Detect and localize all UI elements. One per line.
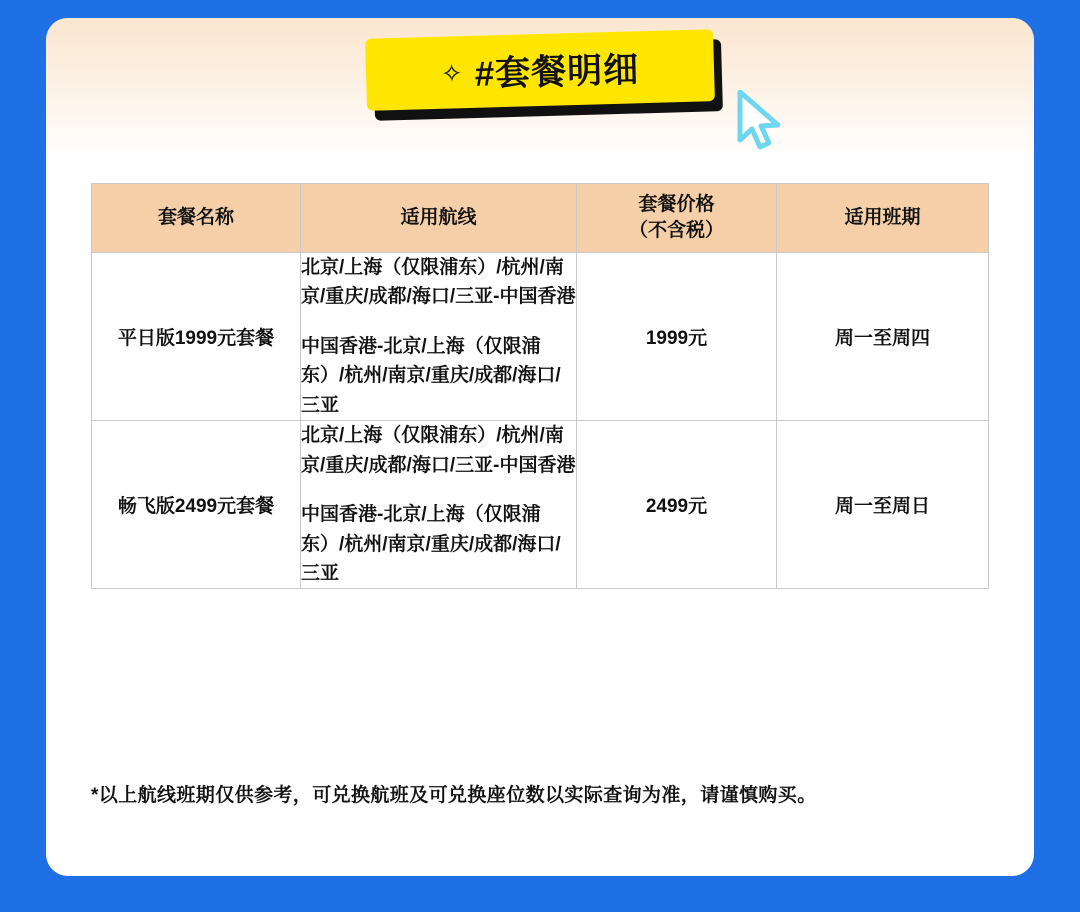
cell-dates: 周一至周四 — [777, 253, 989, 421]
table-row — [92, 421, 989, 589]
column-header-price-line2: （不含税） — [628, 220, 724, 241]
cell-package-name: 平日版1999元套餐 — [92, 253, 301, 421]
page-title: #套餐明细 — [474, 50, 640, 94]
column-header-price — [577, 184, 777, 253]
cell-routes — [301, 253, 577, 421]
route-inbound: 中国香港-北京/上海（仅限浦东）/杭州/南京/重庆/成都/海口/三亚 — [301, 504, 561, 584]
route-outbound: 北京/上海（仅限浦东）/杭州/南京/重庆/成都/海口/三亚-中国香港 — [301, 257, 576, 308]
route-spacer — [301, 312, 576, 332]
mouse-cursor-icon — [736, 90, 788, 152]
route-spacer — [301, 480, 576, 500]
title-banner — [366, 34, 726, 120]
package-detail-table — [91, 183, 988, 589]
cell-dates: 周一至周日 — [777, 421, 989, 589]
cell-routes — [301, 421, 577, 589]
route-outbound: 北京/上海（仅限浦东）/杭州/南京/重庆/成都/海口/三亚-中国香港 — [301, 425, 576, 476]
table-header-row — [92, 184, 989, 253]
banner-body — [365, 29, 715, 111]
table-row — [92, 253, 989, 421]
cell-price: 2499元 — [577, 421, 777, 589]
footnote-text: *以上航线班期仅供参考，可兑换航班及可兑换座位数以实际查询为准，请谨慎购买。 — [91, 785, 817, 806]
content-card — [46, 18, 1034, 876]
column-header-price-line1: 套餐价格 — [638, 194, 715, 216]
column-header-dates: 适用班期 — [777, 184, 989, 253]
route-inbound: 中国香港-北京/上海（仅限浦东）/杭州/南京/重庆/成都/海口/三亚 — [301, 335, 561, 416]
column-header-routes: 适用航线 — [301, 184, 577, 253]
cell-price: 1999元 — [577, 253, 777, 421]
cell-package-name: 畅飞版2499元套餐 — [92, 421, 301, 589]
diamond-icon: ✧ — [440, 58, 464, 89]
column-header-package-name: 套餐名称 — [92, 184, 301, 253]
